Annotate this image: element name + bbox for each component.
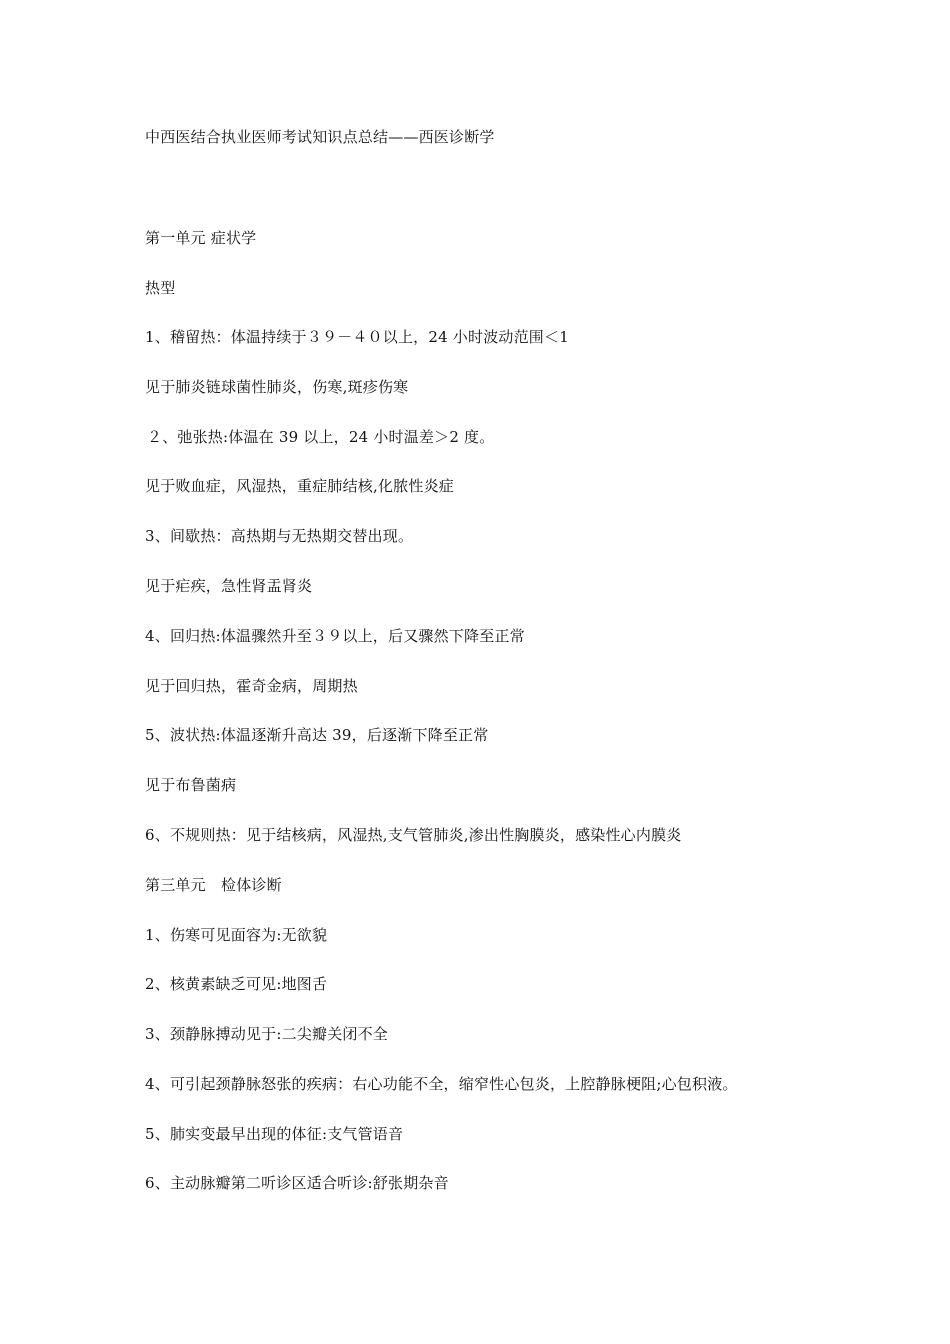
section-heading: 第一单元 症状学 — [145, 229, 257, 247]
text-line: ２、弛张热:体温在 39 以上，24 小时温差＞2 度。 — [147, 428, 495, 446]
text-line: 见于疟疾，急性肾盂肾炎 — [145, 577, 313, 595]
text-line: 1、稽留热：体温持续于３９－４０以上，24 小时波动范围＜1 — [145, 328, 569, 346]
text-line: 6、不规则热：见于结核病，风湿热,支气管肺炎,渗出性胸膜炎，感染性心内膜炎 — [145, 826, 682, 844]
text-line: 1、伤寒可见面容为:无欲貌 — [145, 926, 328, 944]
text-line: 3、颈静脉搏动见于:二尖瓣关闭不全 — [145, 1025, 388, 1043]
document-title: 中西医结合执业医师考试知识点总结——西医诊断学 — [145, 128, 495, 146]
section-heading: 第三单元 检体诊断 — [145, 876, 282, 894]
text-line: 5、波状热:体温逐渐升高达 39，后逐渐下降至正常 — [145, 726, 489, 744]
subheading: 热型 — [145, 279, 176, 297]
text-line: 4、回归热:体温骤然升至３９以上，后又骤然下降至正常 — [145, 627, 525, 645]
text-line: 5、肺实变最早出现的体征:支气管语音 — [145, 1125, 404, 1143]
text-line: 见于回归热，霍奇金病，周期热 — [145, 677, 358, 695]
text-line: 6、主动脉瓣第二听诊区适合听诊:舒张期杂音 — [145, 1174, 449, 1192]
text-line: 见于肺炎链球菌性肺炎，伤寒,斑疹伤寒 — [145, 378, 409, 396]
text-line: 3、间歇热：高热期与无热期交替出现。 — [145, 527, 414, 545]
text-line: 4、可引起颈静脉怒张的疾病：右心功能不全，缩窄性心包炎，上腔静脉梗阻;心包积液。 — [145, 1075, 738, 1093]
text-line: 见于败血症，风湿热，重症肺结核,化脓性炎症 — [145, 477, 454, 495]
text-line: 见于布鲁菌病 — [145, 776, 237, 794]
text-line: 2、核黄素缺乏可见:地图舌 — [145, 975, 328, 993]
